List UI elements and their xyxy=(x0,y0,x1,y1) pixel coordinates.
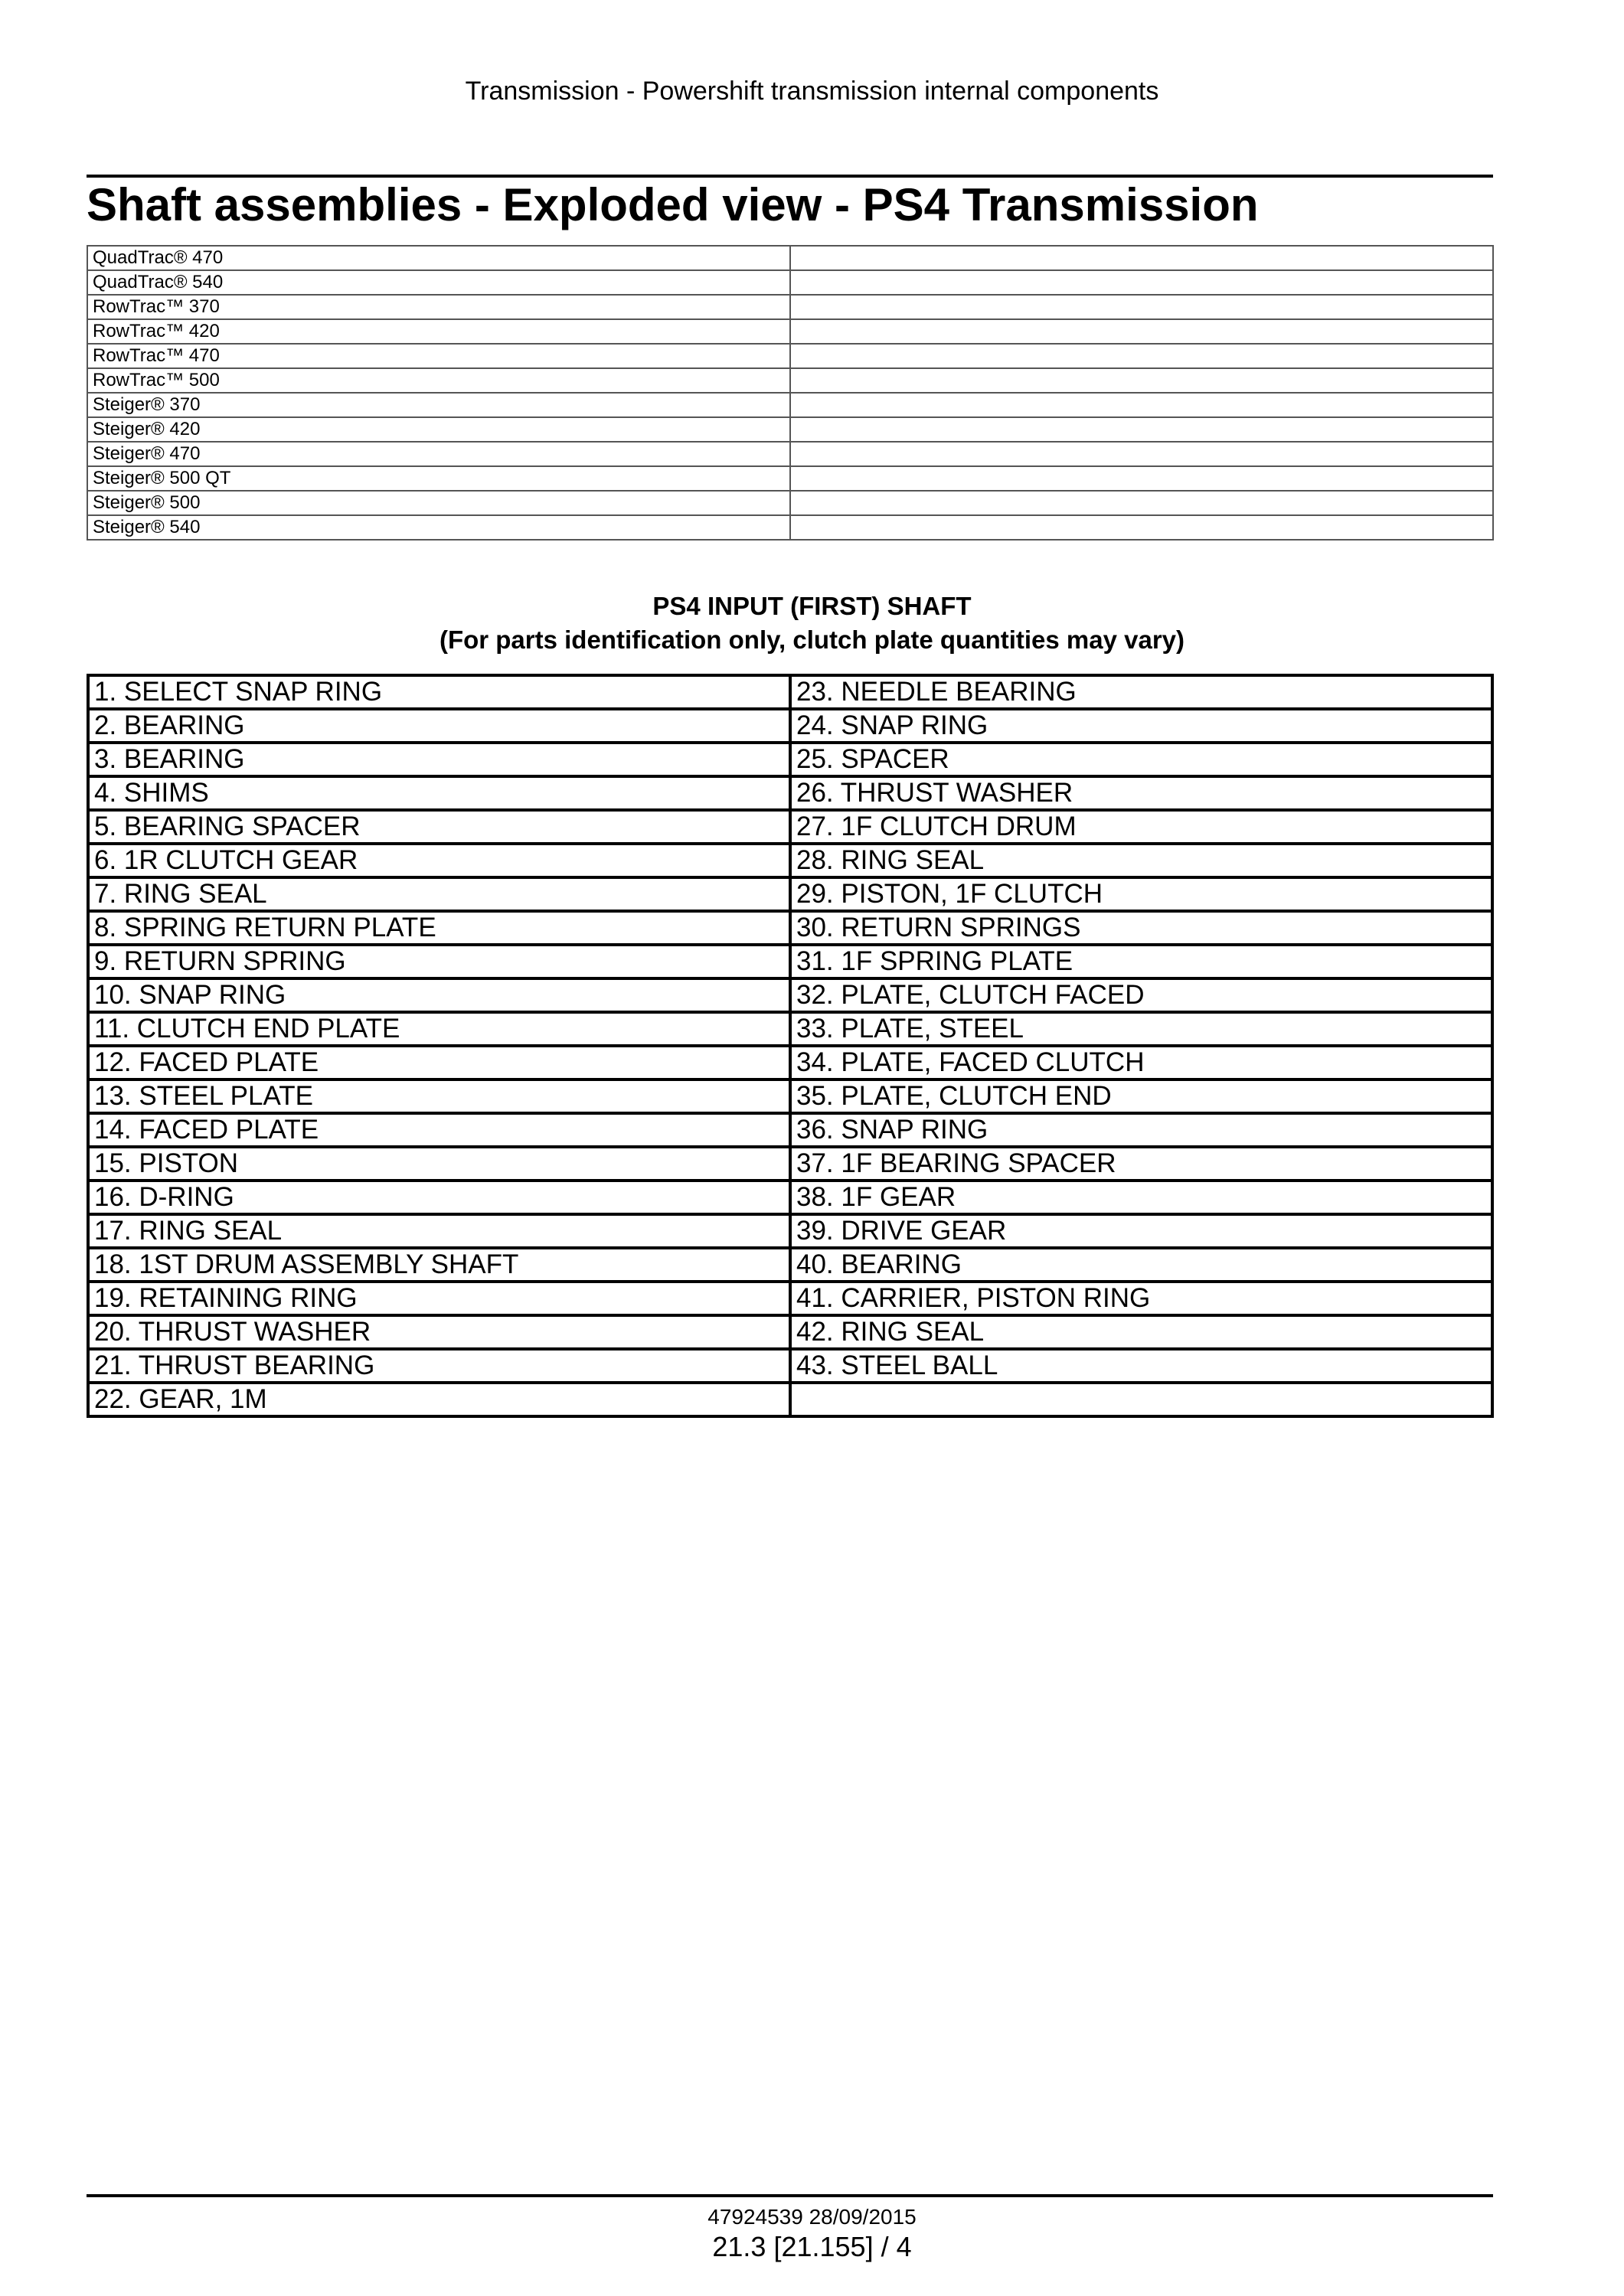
model-blank-cell xyxy=(790,442,1493,466)
part-item: 3. BEARING xyxy=(88,743,790,776)
model-row xyxy=(87,491,1493,515)
part-item: 38. 1F GEAR xyxy=(790,1181,1492,1214)
model-name: Steiger® 500 xyxy=(87,491,790,515)
part-item: 42. RING SEAL xyxy=(790,1315,1492,1349)
model-row xyxy=(87,344,1493,368)
section-title: PS4 INPUT (FIRST) SHAFT xyxy=(652,592,972,620)
part-item: 14. FACED PLATE xyxy=(88,1113,790,1147)
part-item: 32. PLATE, CLUTCH FACED xyxy=(790,978,1492,1012)
part-item: 19. RETAINING RING xyxy=(88,1282,790,1315)
part-item: 36. SNAP RING xyxy=(790,1113,1492,1147)
model-name: Steiger® 500 QT xyxy=(87,466,790,491)
model-name: Steiger® 540 xyxy=(87,515,790,540)
part-item: 10. SNAP RING xyxy=(88,978,790,1012)
parts-row xyxy=(88,1282,1492,1315)
part-item: 8. SPRING RETURN PLATE xyxy=(88,911,790,945)
part-item: 34. PLATE, FACED CLUTCH xyxy=(790,1046,1492,1079)
parts-row xyxy=(88,1383,1492,1416)
part-item: 2. BEARING xyxy=(88,709,790,743)
parts-row xyxy=(88,911,1492,945)
parts-row xyxy=(88,1214,1492,1248)
model-row xyxy=(87,442,1493,466)
title-rule xyxy=(87,175,1493,178)
part-item: 23. NEEDLE BEARING xyxy=(790,675,1492,709)
page-title: Shaft assemblies - Exploded view - PS4 Transmission xyxy=(87,179,1259,230)
part-item: 41. CARRIER, PISTON RING xyxy=(790,1282,1492,1315)
parts-row xyxy=(88,1349,1492,1383)
model-blank-cell xyxy=(790,319,1493,344)
parts-row xyxy=(88,1012,1492,1046)
part-item: 6. 1R CLUTCH GEAR xyxy=(88,844,790,877)
model-name: Steiger® 470 xyxy=(87,442,790,466)
model-blank-cell xyxy=(790,246,1493,270)
parts-row xyxy=(88,1248,1492,1282)
parts-row xyxy=(88,945,1492,978)
part-item: 25. SPACER xyxy=(790,743,1492,776)
model-blank-cell xyxy=(790,393,1493,417)
model-name: RowTrac™ 420 xyxy=(87,319,790,344)
part-item: 30. RETURN SPRINGS xyxy=(790,911,1492,945)
part-item: 27. 1F CLUTCH DRUM xyxy=(790,810,1492,844)
model-row xyxy=(87,515,1493,540)
part-item: 13. STEEL PLATE xyxy=(88,1079,790,1113)
page-reference: 21.3 [21.155] / 4 xyxy=(712,2231,912,2262)
part-item: 37. 1F BEARING SPACER xyxy=(790,1147,1492,1181)
part-item: 35. PLATE, CLUTCH END xyxy=(790,1079,1492,1113)
part-item: 43. STEEL BALL xyxy=(790,1349,1492,1383)
model-row xyxy=(87,466,1493,491)
parts-row xyxy=(88,776,1492,810)
part-item: 9. RETURN SPRING xyxy=(88,945,790,978)
parts-row xyxy=(88,844,1492,877)
document-id: 47924539 28/09/2015 xyxy=(707,2205,917,2229)
part-item: 16. D-RING xyxy=(88,1181,790,1214)
model-blank-cell xyxy=(790,417,1493,442)
part-item: 29. PISTON, 1F CLUTCH xyxy=(790,877,1492,911)
part-item: 21. THRUST BEARING xyxy=(88,1349,790,1383)
model-blank-cell xyxy=(790,270,1493,295)
model-row xyxy=(87,270,1493,295)
parts-row xyxy=(88,1315,1492,1349)
parts-row xyxy=(88,709,1492,743)
part-item: 1. SELECT SNAP RING xyxy=(88,675,790,709)
parts-row xyxy=(88,978,1492,1012)
part-item: 7. RING SEAL xyxy=(88,877,790,911)
model-name: RowTrac™ 500 xyxy=(87,368,790,393)
part-item: 22. GEAR, 1M xyxy=(88,1383,790,1416)
model-blank-cell xyxy=(790,295,1493,319)
part-item: 4. SHIMS xyxy=(88,776,790,810)
part-item: 18. 1ST DRUM ASSEMBLY SHAFT xyxy=(88,1248,790,1282)
model-blank-cell xyxy=(790,466,1493,491)
parts-row xyxy=(88,675,1492,709)
parts-row xyxy=(88,743,1492,776)
part-item: 17. RING SEAL xyxy=(88,1214,790,1248)
model-row xyxy=(87,295,1493,319)
model-blank-cell xyxy=(790,515,1493,540)
part-item: 33. PLATE, STEEL xyxy=(790,1012,1492,1046)
part-item: 40. BEARING xyxy=(790,1248,1492,1282)
model-row xyxy=(87,393,1493,417)
parts-row xyxy=(88,1079,1492,1113)
parts-row xyxy=(88,1147,1492,1181)
parts-list-table xyxy=(87,674,1494,1418)
model-row xyxy=(87,417,1493,442)
parts-row xyxy=(88,1046,1492,1079)
part-item: 11. CLUTCH END PLATE xyxy=(88,1012,790,1046)
model-blank-cell xyxy=(790,368,1493,393)
parts-row xyxy=(88,1113,1492,1147)
model-blank-cell xyxy=(790,344,1493,368)
model-name: RowTrac™ 470 xyxy=(87,344,790,368)
part-item: 5. BEARING SPACER xyxy=(88,810,790,844)
model-name: QuadTrac® 540 xyxy=(87,270,790,295)
model-name: RowTrac™ 370 xyxy=(87,295,790,319)
model-name: QuadTrac® 470 xyxy=(87,246,790,270)
part-item: 26. THRUST WASHER xyxy=(790,776,1492,810)
running-header: Transmission - Powershift transmission internal components xyxy=(465,77,1159,106)
model-name: Steiger® 420 xyxy=(87,417,790,442)
model-applicability-table xyxy=(87,245,1494,541)
model-row xyxy=(87,368,1493,393)
part-item: 15. PISTON xyxy=(88,1147,790,1181)
model-blank-cell xyxy=(790,491,1493,515)
part-item: 24. SNAP RING xyxy=(790,709,1492,743)
part-item: 28. RING SEAL xyxy=(790,844,1492,877)
parts-row xyxy=(88,810,1492,844)
model-row xyxy=(87,319,1493,344)
part-item xyxy=(790,1383,1492,1416)
footer-rule xyxy=(87,2194,1493,2197)
parts-row xyxy=(88,877,1492,911)
part-item: 20. THRUST WASHER xyxy=(88,1315,790,1349)
part-item: 12. FACED PLATE xyxy=(88,1046,790,1079)
section-subtitle: (For parts identification only, clutch plate quantities may vary) xyxy=(439,625,1185,654)
model-row xyxy=(87,246,1493,270)
parts-row xyxy=(88,1181,1492,1214)
model-name: Steiger® 370 xyxy=(87,393,790,417)
part-item: 39. DRIVE GEAR xyxy=(790,1214,1492,1248)
part-item: 31. 1F SPRING PLATE xyxy=(790,945,1492,978)
section-title-block xyxy=(0,590,1624,657)
